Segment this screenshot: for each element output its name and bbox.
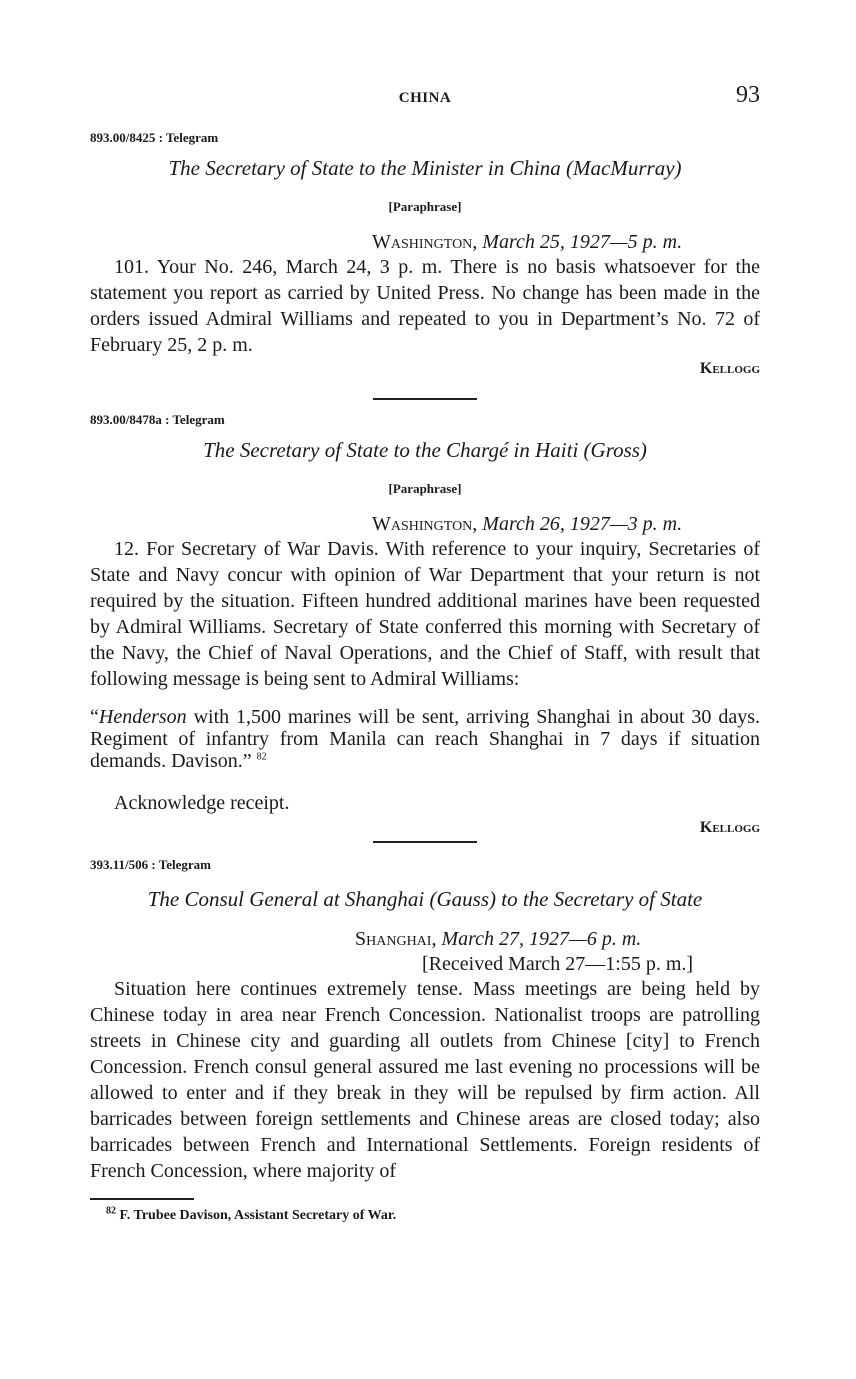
dateline bbox=[90, 513, 760, 536]
file-number: 393.11/506 : Telegram bbox=[90, 857, 211, 872]
dateline-place: Shanghai, bbox=[355, 928, 437, 950]
received-line: [Received March 27—1:55 p. m.] bbox=[422, 953, 694, 975]
footnote-number: 82 bbox=[106, 1205, 116, 1217]
dateline-place: Washington, bbox=[372, 513, 478, 535]
quoted-message bbox=[90, 706, 760, 772]
document-page bbox=[90, 80, 760, 1224]
running-head-title: CHINA bbox=[398, 90, 452, 106]
quote-text: with 1,500 marines will be sent, arriving Shanghai in about 30 days. Regiment of infantry from Manila can reach Shanghai in 7 days if situation demands. Davison.” bbox=[90, 706, 760, 772]
document-title: The Secretary of State to the Minister in China (MacMurray) bbox=[168, 156, 682, 180]
section-divider bbox=[373, 398, 477, 400]
paraphrase-note: [Paraphrase] bbox=[388, 199, 462, 214]
dateline bbox=[90, 231, 760, 254]
telegram-body: 101. Your No. 246, March 24, 3 p. m. There is no basis whatsoever for the statement you report as carried by United Press. No change has been made in the orders issued Admiral Williams and repeated to you in Department’s No. 72 of February 25, 2 p. m. bbox=[90, 256, 760, 356]
file-number: 893.00/8478a : Telegram bbox=[90, 412, 225, 427]
telegram-2 bbox=[90, 412, 760, 837]
dateline-date: March 26, 1927—3 p. m. bbox=[482, 513, 683, 535]
telegram-3 bbox=[90, 857, 760, 1184]
document-title: The Secretary of State to the Chargé in Haiti (Gross) bbox=[203, 438, 647, 462]
ship-name: Henderson bbox=[98, 706, 187, 728]
quote-open-mark: “ bbox=[90, 706, 99, 728]
telegram-1 bbox=[90, 130, 760, 378]
telegram-body: 12. For Secretary of War Davis. With reference to your inquiry, Secretaries of State and Navy concur with opinion of War Department that your return is not required by the situation. Fifteen hundred additional marines have been requested by Admiral Williams. Secretary of State conferred this morning with Secretary of the Navy, the Chief of Naval Operations, and the Chief of Staff, with result that following message is being sent to Admiral Williams: bbox=[90, 538, 760, 690]
document-title: The Consul General at Shanghai (Gauss) to the Secretary of State bbox=[147, 887, 703, 911]
running-head bbox=[90, 80, 760, 116]
footnote-rule bbox=[90, 1198, 194, 1200]
footnote bbox=[90, 1205, 760, 1224]
telegram-body: Situation here continues extremely tense. Mass meetings are being held by Chinese today in area near French Concession. Nationalist troops are patrolling streets in Chinese city and guarding all outlets from Chinese [city] to French Concession. French consul general assured me last evening no processions will be allowed to enter and if they break in they will be repulsed by firm action. All barricades between foreign settlements and Chinese areas are closed today; also barricades between French and International Settlements. Foreign residents of French Concession, where majority of bbox=[90, 978, 760, 1182]
dateline-date: March 25, 1927—5 p. m. bbox=[482, 231, 683, 253]
signature: Kellogg bbox=[699, 819, 760, 836]
dateline bbox=[90, 928, 760, 951]
paraphrase-note: [Paraphrase] bbox=[388, 481, 462, 496]
acknowledge-line: Acknowledge receipt. bbox=[114, 792, 290, 814]
dateline-date: March 27, 1927—6 p. m. bbox=[441, 928, 642, 950]
signature: Kellogg bbox=[699, 360, 760, 377]
footnote-reference: 82 bbox=[256, 751, 267, 763]
section-divider bbox=[373, 841, 477, 843]
page-number: 93 bbox=[736, 82, 760, 108]
footnote-text: F. Trubee Davison, Assistant Secretary of War. bbox=[119, 1208, 397, 1223]
file-number: 893.00/8425 : Telegram bbox=[90, 130, 219, 145]
dateline-place: Washington, bbox=[372, 231, 478, 253]
